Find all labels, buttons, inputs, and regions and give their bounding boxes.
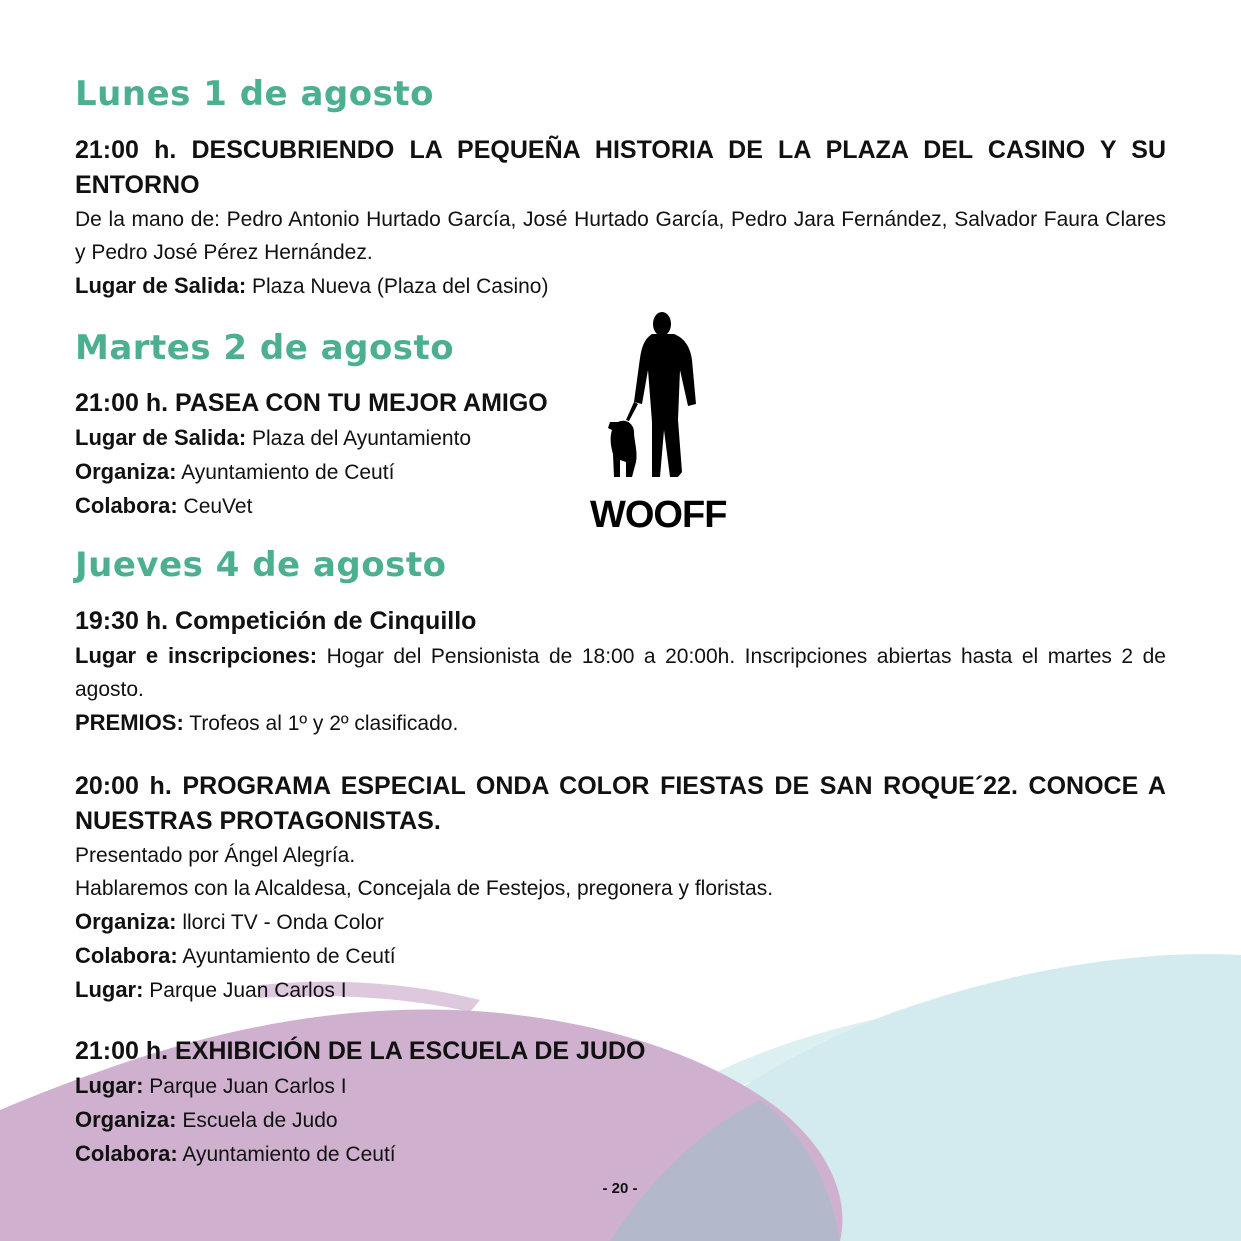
event-field bbox=[75, 1069, 1166, 1103]
field-label: Lugar de Salida: bbox=[75, 273, 247, 298]
event-onda-color bbox=[75, 769, 1166, 1007]
field-value: Plaza del Ayuntamiento bbox=[252, 427, 472, 450]
field-label: Organiza: bbox=[75, 1107, 177, 1132]
field-label: Colabora: bbox=[75, 943, 178, 968]
day-heading-jueves: Jueves 4 de agosto bbox=[75, 545, 447, 585]
field-label: Lugar de Salida: bbox=[75, 425, 247, 450]
event-field bbox=[75, 905, 1166, 939]
event-field bbox=[75, 455, 595, 489]
field-label: Lugar: bbox=[75, 1073, 144, 1098]
field-label: Colabora: bbox=[75, 1141, 178, 1166]
field-value: Plaza Nueva (Plaza del Casino) bbox=[252, 275, 549, 298]
event-field bbox=[75, 421, 595, 455]
logo-text: WOOFF bbox=[590, 494, 727, 536]
field-value: Ayuntamiento de Ceutí bbox=[182, 945, 396, 968]
event-title: 21:00 h. EXHIBICIÓN DE LA ESCUELA DE JUDO bbox=[75, 1037, 646, 1065]
event-title: 21:00 h. PASEA CON TU MEJOR AMIGO bbox=[75, 389, 548, 417]
field-label: Organiza: bbox=[75, 909, 177, 934]
event-field bbox=[75, 639, 1166, 706]
day-heading-lunes: Lunes 1 de agosto bbox=[75, 74, 434, 114]
field-label: Lugar e inscripciones: bbox=[75, 643, 318, 668]
field-value: Parque Juan Carlos I bbox=[149, 979, 347, 1002]
event-field bbox=[75, 269, 1166, 303]
event-title: 19:30 h. Competición de Cinquillo bbox=[75, 607, 477, 635]
field-value: Hogar del Pensionista de 18:00 a 20:00h. Inscripciones abiertas hasta el martes 2 de agosto. bbox=[75, 645, 1166, 701]
event-field bbox=[75, 489, 595, 523]
field-label: Colabora: bbox=[75, 493, 178, 518]
event-line: Hablaremos con la Alcaldesa, Concejala de Festejos, pregonera y floristas. bbox=[75, 877, 774, 900]
page-number: - 20 - bbox=[602, 1180, 638, 1197]
day-heading-martes: Martes 2 de agosto bbox=[75, 328, 455, 368]
field-value: Ayuntamiento de Ceutí bbox=[181, 461, 395, 484]
field-label: Organiza: bbox=[75, 459, 177, 484]
event-pasea-amigo bbox=[75, 386, 595, 523]
event-field bbox=[75, 1137, 1166, 1171]
event-judo bbox=[75, 1034, 1166, 1171]
field-value: llorci TV - Onda Color bbox=[182, 911, 384, 934]
event-cinquillo bbox=[75, 604, 1166, 740]
event-field bbox=[75, 706, 1166, 740]
event-plaza-casino bbox=[75, 133, 1166, 303]
field-value: Escuela de Judo bbox=[182, 1109, 338, 1132]
event-title: 21:00 h. DESCUBRIENDO LA PEQUEÑA HISTORIA DE LA PLAZA DEL CASINO Y SU ENTORNO bbox=[75, 136, 1166, 199]
field-value: Parque Juan Carlos I bbox=[149, 1075, 347, 1098]
event-field bbox=[75, 939, 1166, 973]
event-field bbox=[75, 973, 1166, 1007]
event-description: De la mano de: Pedro Antonio Hurtado García, José Hurtado García, Pedro Jara Fernández, Salvador Faura Clares y Pedro José Pérez Hernández. bbox=[75, 208, 1166, 264]
field-label: Lugar: bbox=[75, 977, 144, 1002]
event-field bbox=[75, 1103, 1166, 1137]
field-value: Trofeos al 1º y 2º clasificado. bbox=[189, 712, 459, 735]
field-label: PREMIOS: bbox=[75, 710, 184, 735]
field-value: Ayuntamiento de Ceutí bbox=[182, 1143, 396, 1166]
event-title: 20:00 h. PROGRAMA ESPECIAL ONDA COLOR FIESTAS DE SAN ROQUE´22. CONOCE A NUESTRAS PROTAGONISTAS. bbox=[75, 772, 1166, 835]
field-value: CeuVet bbox=[183, 495, 253, 518]
event-line: Presentado por Ángel Alegría. bbox=[75, 844, 356, 867]
